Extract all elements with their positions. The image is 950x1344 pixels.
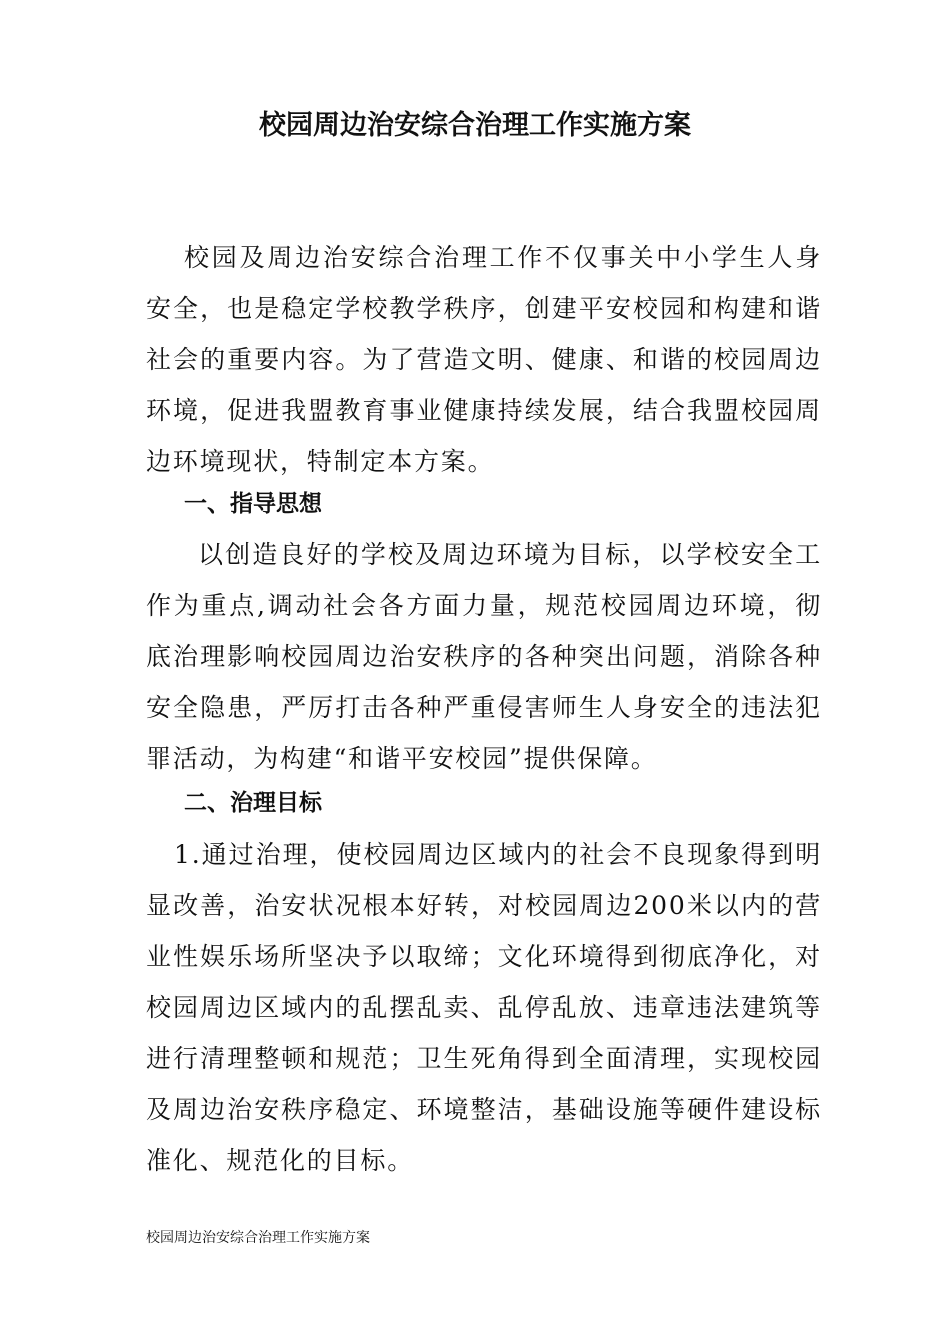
section-heading-governance-goals: 二、治理目标 (184, 790, 322, 816)
document-title: 校园周边治安综合治理工作实施方案 (259, 110, 691, 141)
section-paragraph-governance-goals: 1.通过治理，使校园周边区域内的社会不良现象得到明显改善，治安状况根本好转，对校园周边200米以内的营业性娱乐场所坚决予以取缔；文化环境得到彻底净化，对校园周边区域内的乱摆乱卖、乱停乱放、违章违法建筑等进行清理整顿和规范；卫生死角得到全面清理，实现校园及周边治安秩序稳定、环境整洁，基础设施等硬件建设标准化、规范化的目标。 (146, 840, 822, 1175)
section-paragraph-guiding-ideology: 以创造良好的学校及周边环境为目标，以学校安全工作为重点,调动社会各方面力量，规范校园周边环境，彻底治理影响校园周边治安秩序的各种突出问题，消除各种安全隐患，严厉打击各种严重侵害师生人身安全的违法犯罪活动，为构建“和谐平安校园”提供保障。 (146, 540, 822, 773)
intro-paragraph: 校园及周边治安综合治理工作不仅事关中小学生人身安全，也是稳定学校教学秩序，创建平安校园和构建和谐社会的重要内容。为了营造文明、健康、和谐的校园周边环境，促进我盟教育事业健康持续发展，结合我盟校园周边环境现状，特制定本方案。 (146, 243, 822, 476)
page-footer: 校园周边治安综合治理工作实施方案 (146, 1230, 370, 1246)
section-heading-guiding-ideology: 一、指导思想 (184, 491, 322, 517)
